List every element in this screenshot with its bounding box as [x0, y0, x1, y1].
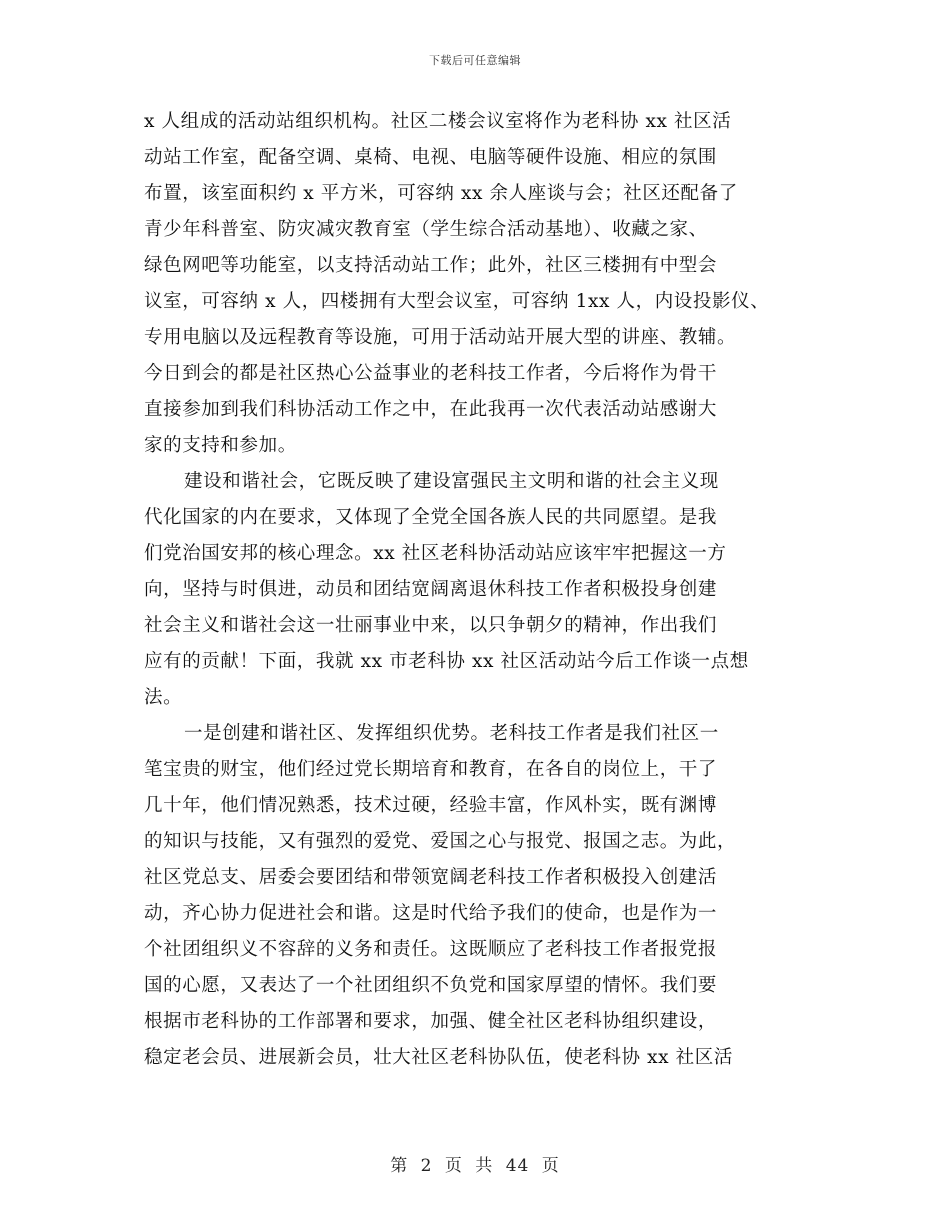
- text-line: 家的支持和参加。: [144, 435, 297, 456]
- text-line: 专用电脑以及远程教育等设施，可用于活动站开展大型的讲座、教辅。: [144, 327, 737, 348]
- text-line: 布置，该室面积约 x 平方米，可容纳 xx 余人座谈与会；社区还配备了: [144, 183, 738, 204]
- text-line: 个社团组织义不容辞的义务和责任。这既顺应了老科技工作者报党报: [144, 939, 718, 960]
- text-line: 向，坚持与时俱进，动员和团结宽阔离退休科技工作者积极投身创建: [144, 579, 718, 600]
- text-line: 直接参加到我们科协活动工作之中，在此我再一次代表活动站感谢大: [144, 399, 718, 420]
- text-line: 议室，可容纳 x 人，四楼拥有大型会议室，可容纳 1xx 人，内设投影仪、: [144, 291, 770, 312]
- text-line: 社会主义和谐社会这一壮丽事业中来，以只争朝夕的精神，作出我们: [144, 615, 718, 636]
- text-line: 法。: [144, 687, 183, 708]
- text-line: 根据市老科协的工作部署和要求，加强、健全社区老科协组织建设，: [144, 1011, 718, 1032]
- paragraph-1: [144, 104, 834, 464]
- text-line: 动，齐心协力促进社会和谐。这是时代给予我们的使命，也是作为一: [144, 903, 718, 924]
- text-line: 稳定老会员、进展新会员，壮大社区老科协队伍，使老科协 xx 社区活: [144, 1047, 733, 1068]
- text-line: 应有的贡献！下面，我就 xx 市老科协 xx 社区活动站今后工作谈一点想: [144, 651, 749, 672]
- paragraph-3: [144, 716, 834, 1076]
- text-line: 建设和谐社会，它既反映了建设富强民主文明和谐的社会主义现: [184, 471, 719, 492]
- text-line: 青少年科普室、防灾减灾教育室（学生综合活动基地）、收藏之家、: [144, 219, 708, 240]
- text-line: 国的心愿，又表达了一个社团组织不负党和国家厚望的情怀。我们要: [144, 975, 718, 996]
- text-line: 们党治国安邦的核心理念。xx 社区老科协活动站应该牢牢把握这一方: [144, 543, 727, 564]
- text-line: 今日到会的都是社区热心公益事业的老科技工作者，今后将作为骨干: [144, 363, 718, 384]
- text-line: x 人组成的活动站组织机构。社区二楼会议室将作为老科协 xx 社区活: [144, 111, 732, 132]
- text-line: 几十年，他们情况熟悉，技术过硬，经验丰富，作风朴实，既有渊博: [144, 795, 718, 816]
- page-header: 下载后可任意编辑: [429, 54, 521, 67]
- document-body: [144, 104, 834, 1076]
- text-line: 社区党总支、居委会要团结和带领宽阔老科技工作者积极投入创建活: [144, 867, 718, 888]
- text-line: 笔宝贵的财宝，他们经过党长期培育和教育，在各自的岗位上，干了: [144, 759, 718, 780]
- text-line: 代化国家的内在要求，又体现了全党全国各族人民的共同愿望。是我: [144, 507, 718, 528]
- text-line: 一是创建和谐社区、发挥组织优势。老科技工作者是我们社区一: [184, 723, 719, 744]
- paragraph-2: [144, 464, 834, 716]
- text-line: 动站工作室，配备空调、桌椅、电视、电脑等硬件设施、相应的氛围: [144, 147, 718, 168]
- text-line: 的知识与技能，又有强烈的爱党、爱国之心与报党、报国之志。为此，: [144, 831, 737, 852]
- text-line: 绿色网吧等功能室，以支持活动站工作；此外，社区三楼拥有中型会: [144, 255, 718, 276]
- page-footer: 第 2 页 共 44 页: [390, 1156, 560, 1176]
